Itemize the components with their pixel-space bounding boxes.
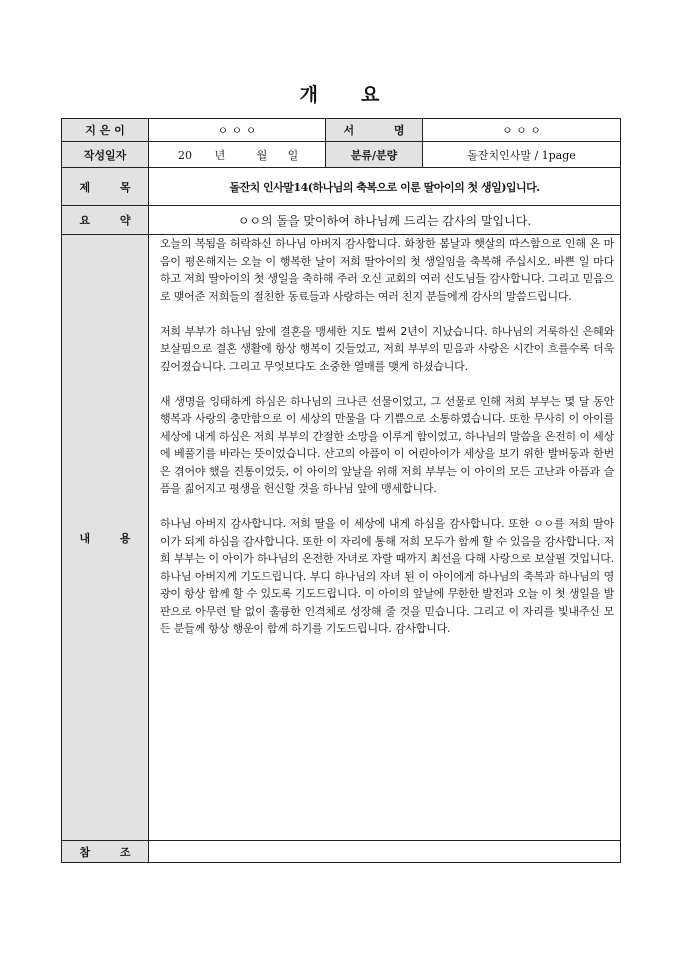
date-year: 20	[178, 148, 192, 162]
content-label: 내 용	[62, 235, 149, 841]
date-value	[149, 142, 326, 168]
overview-table	[61, 118, 621, 863]
title-value: 돌잔치 인사말14(하나님의 축복으로 이룬 딸아이의 첫 생일)입니다.	[149, 168, 621, 206]
title-row	[62, 168, 621, 206]
category-label: 분류/분량	[326, 142, 423, 168]
date-label: 작성일자	[62, 142, 149, 168]
content-paragraph-1: 오늘의 복됨을 허락하신 하나님 아버지 감사합니다. 화창한 봄날과 햇살의 따스함으로 인해 온 마음이 평온해지는 오늘 이 행복한 날이 저희 딸아이의 첫 생일임을 축복해 주십시오. 바쁜 일 마다하고 저희 딸아이의 첫 생일을 축하해 주러 오신 교회의 여러 신도님들 감사합니다. 그리고 믿음으로 맺어준 저희들의 절친한 동료들과 사랑하는 여러 친지 분들에게 감사의 말씀드립니다.	[160, 237, 614, 303]
signature-label: 서 명	[326, 119, 423, 142]
title-label: 제 목	[62, 168, 149, 206]
heading-left: 개	[299, 84, 319, 106]
author-row	[62, 119, 621, 142]
author-value: ㅇ ㅇ ㅇ	[149, 119, 326, 142]
date-year-unit: 년	[214, 148, 226, 162]
reference-row	[62, 841, 621, 863]
reference-label: 참 조	[62, 841, 149, 863]
date-month-unit: 월	[256, 148, 268, 162]
content-paragraph-2: 저희 부부가 하나님 앞에 결혼을 맹세한 지도 벌써 2년이 지났습니다. 하나님의 거룩하신 은혜와 보살핌으로 결혼 생활에 항상 행복이 깃들었고, 저희 부부의 믿음과 사랑은 시간이 흐를수록 더욱 깊어졌습니다. 그리고 무엇보다도 소중한 열매를 맺게 하셨습니다.	[160, 324, 614, 373]
date-day-unit: 일	[287, 148, 299, 162]
reference-value	[149, 841, 621, 863]
summary-value: ㅇㅇ의 돌을 맞이하여 하나님께 드리는 감사의 말입니다.	[149, 206, 621, 235]
summary-label: 요 약	[62, 206, 149, 235]
author-label: 지 은 이	[62, 119, 149, 142]
content-row	[62, 235, 621, 841]
category-value: 돌잔치인사말 / 1page	[423, 142, 621, 168]
summary-row	[62, 206, 621, 235]
content-paragraph-4: 하나님 아버지 감사합니다. 저희 딸을 이 세상에 내게 하심을 감사합니다. 또한 ㅇㅇ를 저희 딸아이가 되게 하심을 감사합니다. 또한 이 자리에 통해 저희 모두가 함께 할 수 있음을 감사합니다. 저희 부부는 이 아이가 하나님의 온전한 자녀로 자랄 때까지 최선을 다해 사랑으로 보살필 것입니다. 하나님 아버지께 기도드립니다. 부디 하나님의 자녀 된 이 아이에게 하나님의 축복과 하나님의 영광이 항상 함께 할 수 있도록 기도드립니다. 이 아이의 앞날에 무한한 발전과 오늘 이 첫 생일을 발판으로 아무런 탈 없이 훌륭한 인격체로 성장해 줄 것을 믿습니다. 그리고 이 자리를 빛내주신 모든 분들께 항상 행운이 함께 하기를 기도드립니다. 감사합니다.	[160, 517, 614, 635]
content-body	[149, 235, 621, 841]
heading-right: 요	[361, 84, 381, 106]
content-paragraph-3: 새 생명을 잉태하게 하심은 하나님의 크나큰 선물이었고, 그 선물로 인해 저희 부부는 몇 달 동안 행복과 사랑의 충만함으로 이 세상의 만물을 다 기쁨으로 소통하였습니다. 또한 무사히 이 아이를 세상에 내게 하심은 저희 부부의 간절한 소망을 이루게 함이었고, 하나님의 말씀을 온전히 이 세상에 베풀기를 바라는 뜻이었습니다. 산고의 아픔이 이 어린아이가 세상을 보기 위한 발버둥과 한번은 겪어야 했을 진통이었듯, 이 아이의 앞날을 위해 저희 부부는 이 아이의 모든 고난과 아픔과 슬픔을 짊어지고 평생을 헌신할 것을 하나님 앞에 맹세합니다.	[160, 394, 614, 495]
date-row	[62, 142, 621, 168]
signature-value: ㅇ ㅇ ㅇ	[423, 119, 621, 142]
document-heading	[0, 80, 680, 107]
